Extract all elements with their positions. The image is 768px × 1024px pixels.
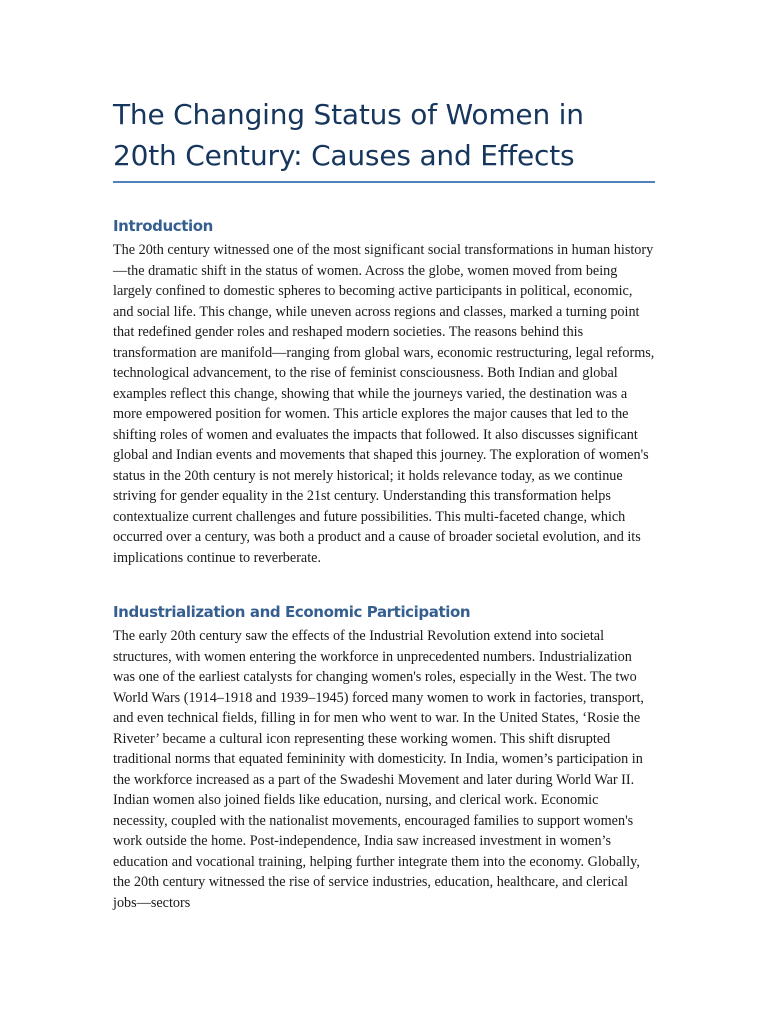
document-title: The Changing Status of Women in 20th Century: Causes and Effects bbox=[113, 98, 584, 172]
section-body-introduction: The 20th century witnessed one of the most significant social transformations in human history—the dramatic shift in the status of women. Across the globe, women moved from being largely confined to domestic spheres to becoming active participants in political, economic, and social life. This change, while uneven across regions and classes, marked a turning point that redefined gender roles and reshaped modern societies. The reasons behind this transformation are manifold—ranging from global wars, economic restructuring, legal reforms, technological advancement, to the rise of feminist consciousness. Both Indian and global examples reflect this change, showing that while the journeys varied, the destination was a more empowered position for women. This article explores the major causes that led to the shifting roles of women and evaluates the impacts that followed. It also discusses significant global and Indian events and movements that shaped this journey. The exploration of women's status in the 20th century is not merely historical; it holds relevance today, as we continue striving for gender equality in the 21st century. Understanding this transformation helps contextualize current challenges and future possibilities. This multi-faceted change, which occurred over a century, was both a product and a cause of broader societal evolution, and its implications continue to reverberate. bbox=[113, 242, 655, 566]
section-introduction bbox=[113, 216, 655, 568]
section-heading-industrialization: Industrialization and Economic Participation bbox=[113, 603, 471, 621]
document-content bbox=[113, 94, 655, 913]
section-heading-introduction: Introduction bbox=[113, 217, 213, 235]
section-industrialization bbox=[113, 602, 655, 913]
section-body-industrialization: The early 20th century saw the effects of the Industrial Revolution extend into societal structures, with women entering the workforce in unprecedented numbers. Industrialization was one of the earliest catalysts for changing women's roles, especially in the West. The two World Wars (1914–1918 and 1939–1945) forced many women to work in factories, transport, and even technical fields, filling in for men who went to war. In the United States, ‘Rosie the Riveter’ became a cultural icon representing these working women. This shift disrupted traditional norms that equated femininity with domesticity. In India, women’s participation in the workforce increased as a part of the Swadeshi Movement and later during World War II. Indian women also joined fields like education, nursing, and clerical work. Economic necessity, coupled with the nationalist movements, encouraged families to support women's work outside the home. Post-independence, India saw increased investment in women’s education and vocational training, helping further integrate them into the economy. Globally, the 20th century witnessed the rise of service industries, education, healthcare, and clerical jobs—sectors bbox=[113, 628, 644, 911]
title-underline-rule bbox=[113, 181, 655, 183]
